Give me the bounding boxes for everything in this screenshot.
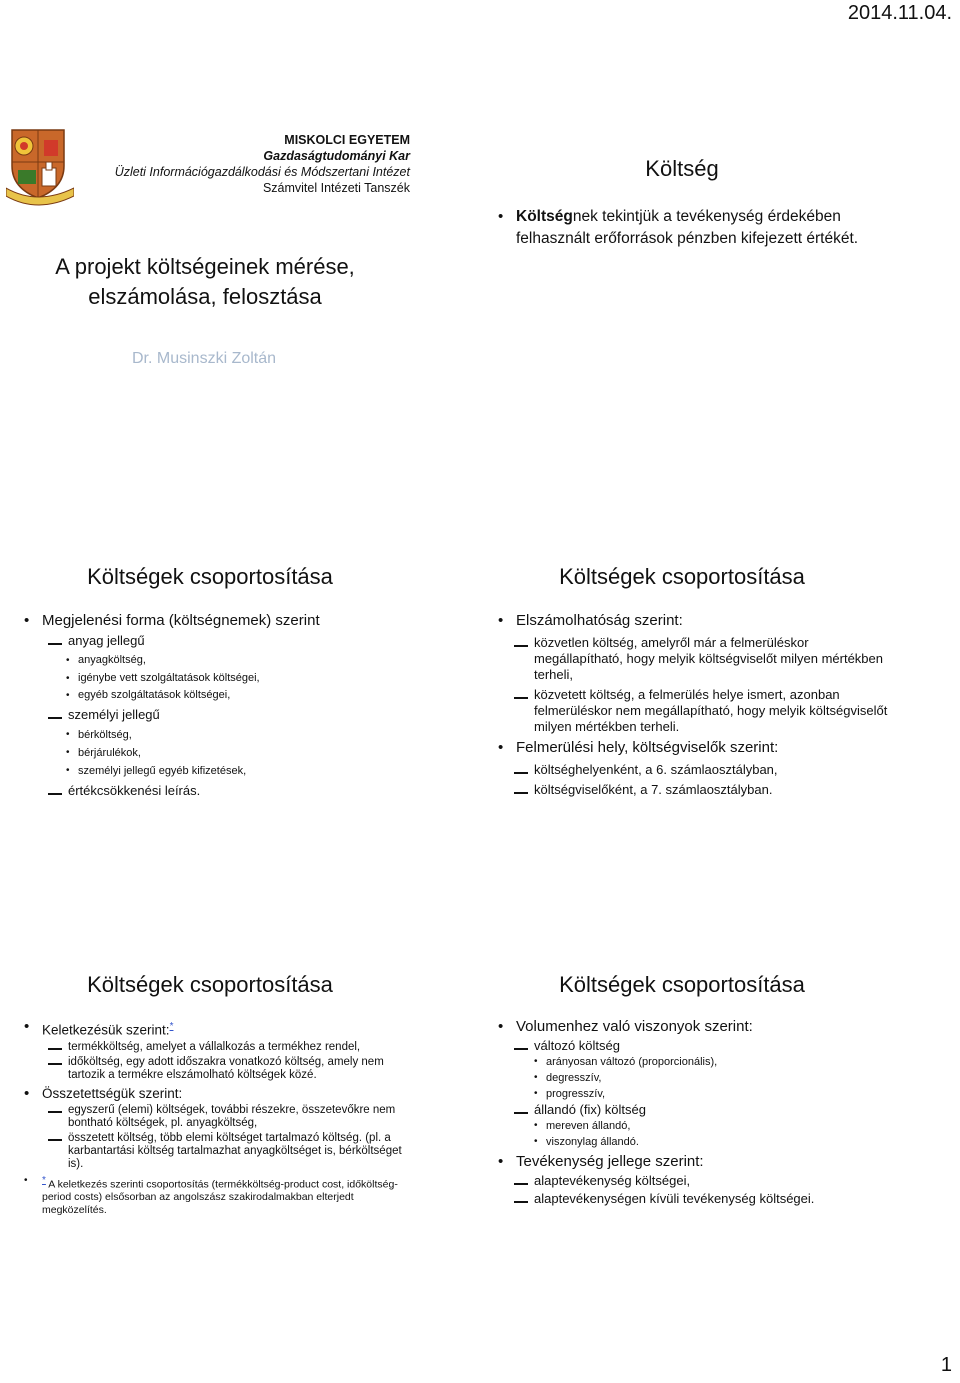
list-item: • viszonylag állandó. [528, 1134, 896, 1150]
presentation-title-line-1: A projekt költségeinek mérése, [55, 254, 355, 279]
university-crest-logo [6, 126, 74, 210]
definition-text: nek tekintjük a tevékenység érdekében felhasznált erőforrások pénzben kifejezett értékét. [516, 208, 859, 247]
presentation-title-line-2: elszámolása, felosztása [88, 284, 322, 309]
definition-bullet [496, 206, 876, 250]
definition-term: Költség [516, 208, 573, 225]
footnote-link[interactable]: * [169, 1021, 174, 1032]
faculty-name: Gazdaságtudományi Kar [263, 149, 410, 163]
slide-6-title: Költségek csoportosítása [559, 972, 805, 997]
list-item: anyag jellegű [44, 633, 432, 649]
list-item-text: Keletkezésük szerint: [42, 1022, 170, 1038]
list-item: • személyi jellegű egyéb kifizetések, [60, 762, 432, 780]
slide-5-title: Költségek csoportosítása [87, 972, 333, 997]
list-item: • Megjelenési forma (költségnemek) szerint [22, 612, 432, 630]
list-item [22, 1018, 402, 1039]
list-item: • arányosan változó (proporcionális), [528, 1054, 896, 1070]
list-item: • degresszív, [528, 1070, 896, 1086]
list-item: • egyéb szolgáltatások költségei, [60, 687, 432, 705]
footnote-marker: * [42, 1174, 46, 1186]
department-name: Számvitel Intézeti Tanszék [262, 181, 410, 195]
slide-4-bullets [496, 612, 896, 798]
list-item: összetett költség, több elemi költséget tartalmazó költség. (pl. a karbantartási költség tartalmazhat anyagköltséget is, bérköltséget is). [44, 1132, 402, 1171]
presentation-title [30, 252, 380, 312]
list-item: • mereven állandó, [528, 1118, 896, 1134]
list-item: • progresszív, [528, 1086, 896, 1102]
list-item: alaptevékenységen kívüli tevékenység költségei. [510, 1191, 896, 1207]
list-item: • bérköltség, [60, 726, 432, 744]
footnote-text: A keletkezés szerinti csoportosítás (termékköltség-product cost, időköltség-period costs) elsősorban az angolszász szakirodalmakban elterjedt megközelítés. [42, 1178, 398, 1216]
list-item: személyi jellegű [44, 707, 432, 723]
page-number: 1 [940, 1354, 952, 1376]
page-date: 2014.11.04. [847, 2, 952, 24]
footnote [22, 1174, 402, 1218]
list-item: közvetett költség, a felmerülés helye ismert, azonban felmerüléskor nem megállapítható, hogy melyik költségviselőt milyen mértékben terheli. [510, 687, 896, 735]
list-item: • igénybe vett szolgáltatások költségei, [60, 670, 432, 688]
university-name [115, 132, 410, 196]
list-item: • Elszámolhatóság szerint: [496, 612, 896, 630]
list-item: alaptevékenység költségei, [510, 1173, 896, 1189]
list-item: időköltség, egy adott időszakra vonatkozó költség, amely nem tartozik a termékre elszámolható költségek közé. [44, 1056, 402, 1082]
list-item: termékköltség, amelyet a vállalkozás a termékhez rendel, [44, 1041, 402, 1054]
slide-6-bullets [496, 1018, 896, 1207]
list-item: • Tevékenység jellege szerint: [496, 1153, 896, 1171]
list-item: közvetlen költség, amelyről már a felmerüléskor megállapítható, hogy melyik költségviselőt milyen mértékben terheli, [510, 635, 896, 683]
slide-2-title: Költség [645, 156, 719, 181]
slide-5-bullets [22, 1018, 402, 1217]
slide-3-title: Költségek csoportosítása [87, 564, 333, 589]
university-title: MISKOLCI EGYETEM [284, 133, 410, 147]
list-item: értékcsökkenési leírás. [44, 783, 432, 799]
list-item: • Felmerülési hely, költségviselők szerint: [496, 739, 896, 757]
slide-2-bullets [496, 206, 876, 250]
list-item: változó költség [510, 1038, 896, 1054]
list-item: • anyagköltség, [60, 652, 432, 670]
list-item: költséghelyenként, a 6. számlaosztályban, [510, 762, 896, 778]
slide-4-title: Költségek csoportosítása [559, 564, 805, 589]
list-item: állandó (fix) költség [510, 1102, 896, 1118]
list-item: • Összetettségük szerint: [22, 1085, 402, 1102]
list-item: • Volumenhez való viszonyok szerint: [496, 1018, 896, 1036]
author-name: Dr. Musinszki Zoltán [132, 350, 277, 367]
list-item: költségviselőként, a 7. számlaosztályban. [510, 782, 896, 798]
institute-name: Üzleti Információgazdálkodási és Módszertani Intézet [114, 165, 410, 179]
list-item: egyszerű (elemi) költségek, további részekre, összetevőkre nem bontható költségek, pl. anyagköltség, [44, 1104, 402, 1130]
list-item: • bérjárulékok, [60, 744, 432, 762]
slide-3-bullets [22, 612, 432, 799]
